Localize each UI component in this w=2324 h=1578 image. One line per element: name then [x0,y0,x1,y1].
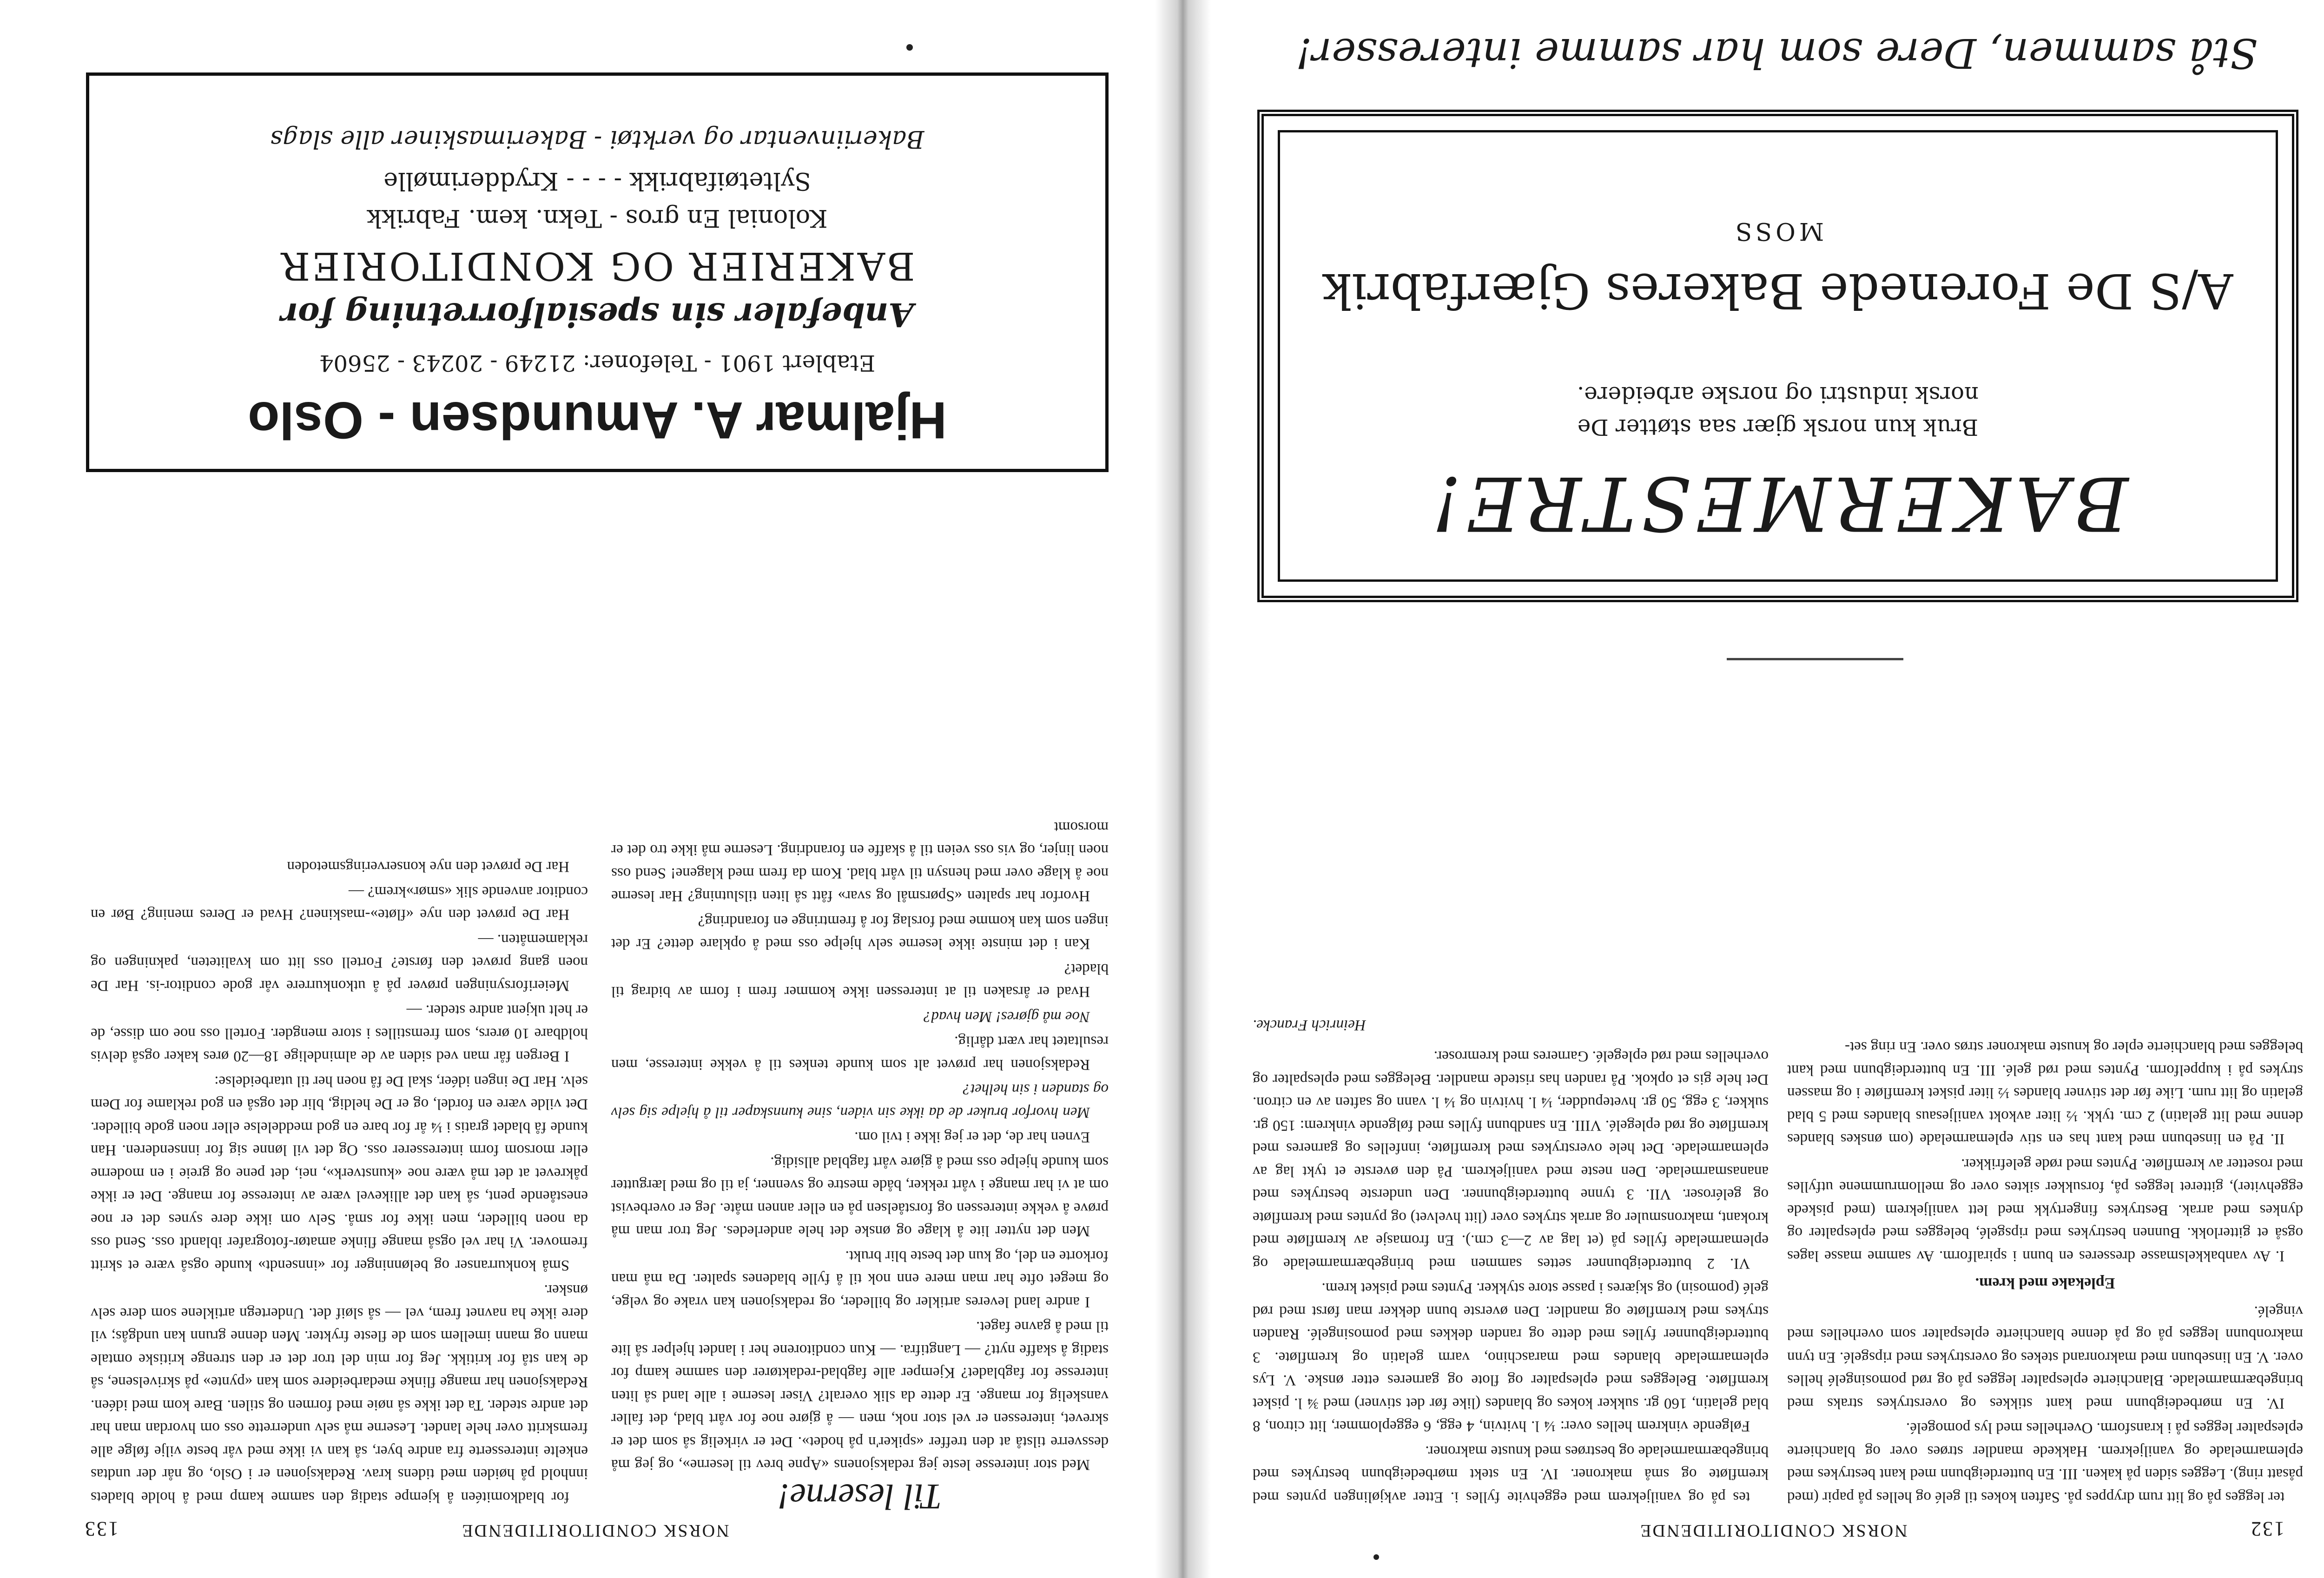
paragraph: Meieriforsyningen prøver på å utkonkurrere vår gode conditor-is. Har De noen gang prøvet den første? Fortell oss litt om kvaliteten, pakningen og reklamemåten. — [91,931,588,994]
paragraph: Med stor interesse leste jeg redaksjonens «Apne brev til leserne», og jeg må dessverre tilstå at den treffer «spiker'n på hodet». Det er virkelig så som det er skrevet, interessen er vel stor nok, men — å gjøre noe for vårt blad, det faller vanskelig for mange. Er dette da slik overalt? Viser leserne i alle land så liten interesse for fagbladet? Kjemper alle fagblad-redaktører den samme kamp for stadig å skaffe nytt? — Langtifra. — Kun conditorene her i landet hjelper så lite til med å gavne faget. [611,1318,1109,1473]
ad-line-1: Kolonial En gros - Tekn. kem. Fabrikk [367,204,828,232]
page-132 [1185,0,2324,1578]
paragraph: Evnen har de, det er jeg ikke i tvil om. [854,1129,1090,1146]
publication-name: NORSK CONDITORITIDENDE [461,1521,729,1540]
paragraph: ter legges på og litt rum dryppes på. Saften kokes til gelé og helles på papir (med påsatt ring). Legges siden på kaken. III. En butterdeigbunn med kant bestrykes med eplemarmelade og vaniljekrem. Hakkede mandler strøes over og blanchierte eplespalter legges på i kransform. Overhelles med lys pomogelé. [1787,1420,2303,1506]
publication-name: NORSK CONDITORITIDENDE [1639,1521,1908,1540]
paragraph: Følgende vinkrem helles over: ¼ l. hvitvin, 4 egg, 6 eggeplommer, litt citron, 8 blad gelatin, 160 gr. sukker kokes og blandes (like før det stivner) med ¾ l. pisket kremfløte. Belegges med eplespalter og flote og garneres etter ønske. V. Lys eplemarmelade blandes med maraschino, varm gelatin og kremfløte. 3 butterdeigbunner fylles med dette og randen dekkes med pomosingelé. Randen strykes med kremfløte og mandler. Den øverste bunn dekker man først med rød gelé (pomosin) og skjæres i passe store stykker. Pyntes med pisket krem. [1253,1280,1769,1435]
ad-line-2: Syltetøifabrikk - - - - Krydderimølle [383,167,811,195]
paragraph: Hvad er årsaken til at interessen ikke kommer frem i form av bidrag til bladet? [611,960,1109,1000]
ad-inner-border [1278,130,2278,582]
paragraph: IV. En mørbedeigbunn med kant stikkes og overstrykes straks med bringebærmarmelade. Blanchierte eplespalter legges på og rød pomosingelé helles over. V. En linsebunn med makronrand stekes og overstrykes med ripsgelé. En tynn makronbunn legges på og på denne blanchierte eplespalter som overhelles med vingelé. [1787,1303,2303,1412]
amundsen-ad [86,72,1109,472]
ad-established: Etablert 1901 - Telefoner: 21249 - 20243 - 25604 [319,350,876,376]
ad-recommends: Anbefaler sin spesialforretning for [281,296,914,334]
column-right-133 [91,853,588,1508]
ad-headline: BAKERMESTRE! [1427,460,2129,547]
running-head-133 [84,1517,1099,1541]
ink-speck [1373,1554,1379,1560]
yeast-factory-ad [1257,110,2298,602]
paragraph: for bladkomitéen å kjempe stadig den samme kamp med å holde bladets innhold på høiden med tidens krav. Redaksjonen er i Oslo, og når der undtas enkelte interesserte fra andre byer, så kan vi ikke med vår beste vilje følge alle fremskritt over hele landet. Leserne må selv underrette oss om hvordan man har det andre steder. Ta det ikke så nøie med formen og stilen. Bare kom med idéen. Redaksjonen har mange flinke medarbeidere som kan «pynte» på skrivelsene, så de kan stå for kritikk. Jeg for min del tror det er den strenge kritiske omtale mann og mann imellem som de fleste frykter. Men denne grunn kan undgås; vil dere ikke ha navnet frem, vel — så sløif det. Undertegn artiklene som dere selv ønsker. [91,1282,588,1506]
ad-line-1: Bruk kun norsk gjær saa støtter De [1577,414,1979,440]
paragraph: VI. 2 butterdeigbunner settes sammen med bringebærmarmelade og eplemarmelade fylles på (et lag av 2—3 cm.). En fromasje av kremfløte med krokant, makronsmuler og arrak strykes over (litt hvelvet) og pyntes med kremfløte og geléroser. VII. 3 tynne butterdeigbunner. Den underste bestrykes med ananasmarmelade. Den neste med vaniljekrem. På den øverste et tykt lag av eplemarmelade. Det hele overstrykes med kremfløte, innfelles og garneres med kremfløte og rød eplegelé. VIII. En sandbunn fylles med følgende vinkrem: 150 gr. sukker, 3 egg, 50 gr. hvetepudder, ¼ l. hvitvin og ¼ l. vann og saften av en citron. Det hele gis et opkok. På randen has ristede mandler. Belegges med eplespalter og overhelles med rød eplegelé. Garneres med kremroser. [1253,1048,1769,1272]
ad-line-3: Bakeriinventar og verktøi - Bakerimaskiner alle slags [270,125,924,153]
paragraph: Men hvorfor bruker de da ikke sin viden, sine kunnskaper til å hjelpe sig selv og standen i sin helhet? [611,1081,1109,1121]
paragraph: Redaksjonen har prøvet alt som kunde tenkes til å vekke interesse, men resultatet har vært dårlig. [611,1033,1109,1073]
page-number: 133 [84,1518,119,1540]
paragraph: Men det nytter lite å klage og ønske det hele anderledes. Jeg tror man må prøve å vekke interessen og forståelsen på en eller annen måte. Jeg er overbevist om at vi har mange i vårt rekker, både mestre og svenner, ja til og med lærgutter som kunde hjelpe oss med å gjøre vårt fagblad allsidig. [611,1154,1109,1240]
ink-speck [906,44,913,51]
paragraph: II. På en linsebunn med kant has en stiv eplemarmelade (om ønskes blandes denne med litt gelatin) 2 cm. tykk. ½ liter avkokt vaniljesaus blandes med 5 blad gelatin og litt rum. Like før det stivner blandes ½ liter pisket kremfløte i og massen strykes på i kuppelform. Pyntes med rød gelé. III. En butterdeigbunn med kant belegges med blanchierte epler og knuste makroner strøs over. En ring set- [1787,1039,2303,1148]
page-number: 132 [2250,1518,2284,1540]
paragraph: I andre land leveres artikler og billeder, og redaksjonen kan vrake og velge, og meget ofte har man mere enn nok til å fylle bladenes spalter. Da må man forkorte en del, og kun det beste blir brukt. [611,1248,1109,1310]
ad-company: A/S De Forenede Bakeres Gjærfabrik [1322,263,2233,319]
ad-trades: BAKERIER OG KONDITORIER [279,243,915,288]
paragraph: Hvorfor har spalten «Spørsmål og svar» fått så liten tilslutning? Har leserne noe å klage over med hensyn til vårt blad. Kom da frem med klagene! Send oss noen linjer, og vis oss veien til å skaffe en forandring. Leserne må ikke tro det er morsomt [611,819,1109,905]
ad-line-2: norsk industri og norske arbeidere. [1577,381,1979,408]
paragraph: Noe må gjøres! Men hvad? [923,1008,1090,1025]
signature: Heinrich Francke. [1253,1017,1366,1033]
paragraph: Har De prøvet den nye konserveringsmetoden [287,858,569,875]
binding-gutter [1155,0,1211,1578]
divider [1727,658,1903,660]
column-left-133 [611,814,1109,1517]
paragraph: I Bergen får man ved siden av de almindelige 18—20 øres kaker også delvis holdbare 10 ørers, som fremstilles i store mengder. Fortell oss noe om disse, de er helt ukjent andre steder. — [91,1002,588,1065]
paragraph: Har De prøvet den nye «fløte»-maskinen? Hvad er Deres mening? Bør en conditor anvende slik «smør»krem? — [91,883,588,923]
ad-company-name: Hjalmar A. Amundsen - Oslo [248,391,947,449]
column-left-132 [1787,1033,2303,1508]
running-head-132 [1269,1517,2284,1541]
column-right-132 [1253,1013,1769,1509]
footer-slogan: Stå sammen, Dere som har samme interesser! [1295,29,2258,77]
ad-city: MOSS [1731,217,1824,245]
paragraph: tes på og vaniljekrem med eggehvite fylles i. Etter avkjølingen pyntes med kremfløte og små makroner. IV. En stekt mørbedeigbunn bestrykes med bringebærmarmelade og bestrøes med knuste makroner. [1253,1443,1769,1506]
paragraph: Kan i det minste ikke leserne selv hjelpe oss med å opklare dette? Er det ingen som kan komme med forslag for å fremtringe en forandring? [611,913,1109,953]
article-title: Til leserne! [778,1477,942,1517]
section-heading: Eplekake med krem. [1975,1275,2115,1292]
paragraph: I. Av vanbakkelsmasse dresseres en bunn i spiralform. Av samme masse lages også et gitterlokk. Bunnen bestrykes med ripsgelé, belegges med eplespalter og dynkes med arrak. Bestrykes fingertykk med lett vaniljekrem (med piskede eggehviter), gitteret legges på, forsukker siktes over og mellomrummene utfylles med rosetter av kremfløte. Pyntes med røde gelefrikker. [1787,1156,2303,1264]
paragraph: Små konkurranser og belønninger for «innsendt» kunde også være et skritt fremover. Vi har vel også mange flinke amatør-fotografer iblandt oss. Send oss da noen billeder, men ikke for små. Selv om ikke dere synes det er noe enestående pent, så kan det allikevel være av interesse for mange. Det er ikke påkrevet at det må være noe «kunstverk», nei, det pene og greie i en moderne eller morsom form interesserer oss. Og det vil lønne sig for innsenderen. Han kunde få bladet gratis i ¼ år for bare en god meddelelse eller noen gode billeder. Det vilde være en fordel, og er De heldig, blir det også en god reklame for Dem selv. Har De ingen idéer, skal De få noen her til utarbeidelse: [91,1073,588,1274]
